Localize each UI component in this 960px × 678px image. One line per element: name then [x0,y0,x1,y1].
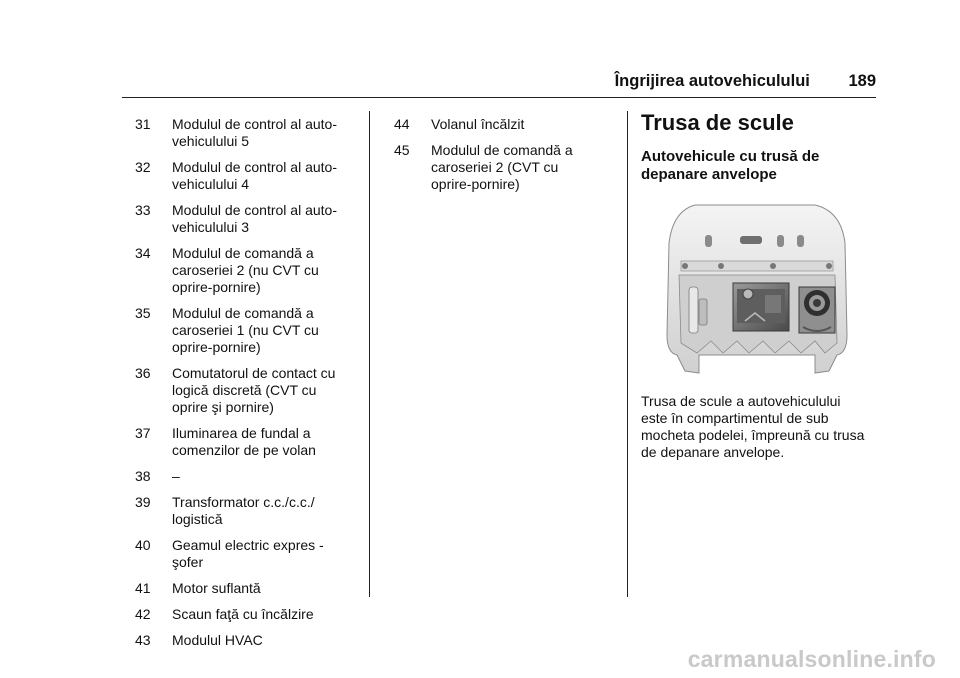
item-text: Transformator c.c./c.c./ logistică [172,494,315,527]
list-item [135,468,360,485]
item-text: Motor suflantă [172,580,261,596]
item-number: 36 [135,365,151,381]
column-divider-2 [627,111,628,597]
header-rule [122,97,876,98]
section-heading: Trusa de scule [641,110,794,135]
page-number: 189 [848,72,876,90]
item-text: Modulul HVAC [172,632,263,648]
list-item [135,305,360,356]
item-number: 35 [135,305,151,321]
list-item [135,202,360,236]
item-text: Modulul de control al auto- vehiculului 3 [172,202,337,235]
watermark: carmanualsonline.info [687,646,936,672]
list-item [135,116,360,150]
list-item [135,159,360,193]
item-number: 40 [135,537,151,553]
item-text: Modulul de comandă a caroseriei 2 (nu CVT cu oprire-pornire) [172,245,319,295]
item-text: Modulul de comandă a caroseriei 2 (CVT cu oprire-pornire) [431,142,573,192]
tool-kit-illustration [665,203,849,375]
item-text: Geamul electric expres - şofer [172,537,324,570]
item-number: 37 [135,425,151,441]
list-item [394,116,619,133]
item-number: 42 [135,606,151,622]
fuse-list-column-1 [135,116,360,658]
list-item [135,494,360,528]
item-number: 31 [135,116,151,132]
list-item [394,142,619,193]
item-number: 45 [394,142,410,158]
header-title: Îngrijirea autovehiculului [614,72,810,90]
item-text: Modulul de control al auto- vehiculului 5 [172,116,337,149]
page-header [0,66,876,96]
item-text: Scaun faţă cu încălzire [172,606,314,622]
item-number: 32 [135,159,151,175]
list-item [135,365,360,416]
item-text: Iluminarea de fundal a comenzilor de pe volan [172,425,316,458]
item-number: 44 [394,116,410,132]
item-text: Modulul de comandă a caroseriei 1 (nu CVT cu oprire-pornire) [172,305,319,355]
item-number: 39 [135,494,151,510]
item-number: 38 [135,468,151,484]
list-item [135,580,360,597]
list-item [135,245,360,296]
item-text: Modulul de control al auto- vehiculului 4 [172,159,337,192]
item-number: 34 [135,245,151,261]
item-text: – [172,468,180,484]
item-number: 33 [135,202,151,218]
column-divider-1 [369,111,370,597]
list-item [135,425,360,459]
item-number: 41 [135,580,151,596]
section-subheading: Autovehicule cu trusă de depanare anvelope [641,148,820,183]
item-text: Volanul încălzit [431,116,525,132]
item-text: Comutatorul de contact cu logică discretă (CVT cu oprire şi pornire) [172,365,336,415]
fuse-list-column-2 [394,116,619,202]
item-number: 43 [135,632,151,648]
section-paragraph: Trusa de scule a autovehiculului este în compartimentul de sub mocheta podelei, împreună cu trusa de depanare anvelope. [641,393,865,460]
list-item [135,606,360,623]
list-item [135,537,360,571]
section-column [641,110,881,184]
